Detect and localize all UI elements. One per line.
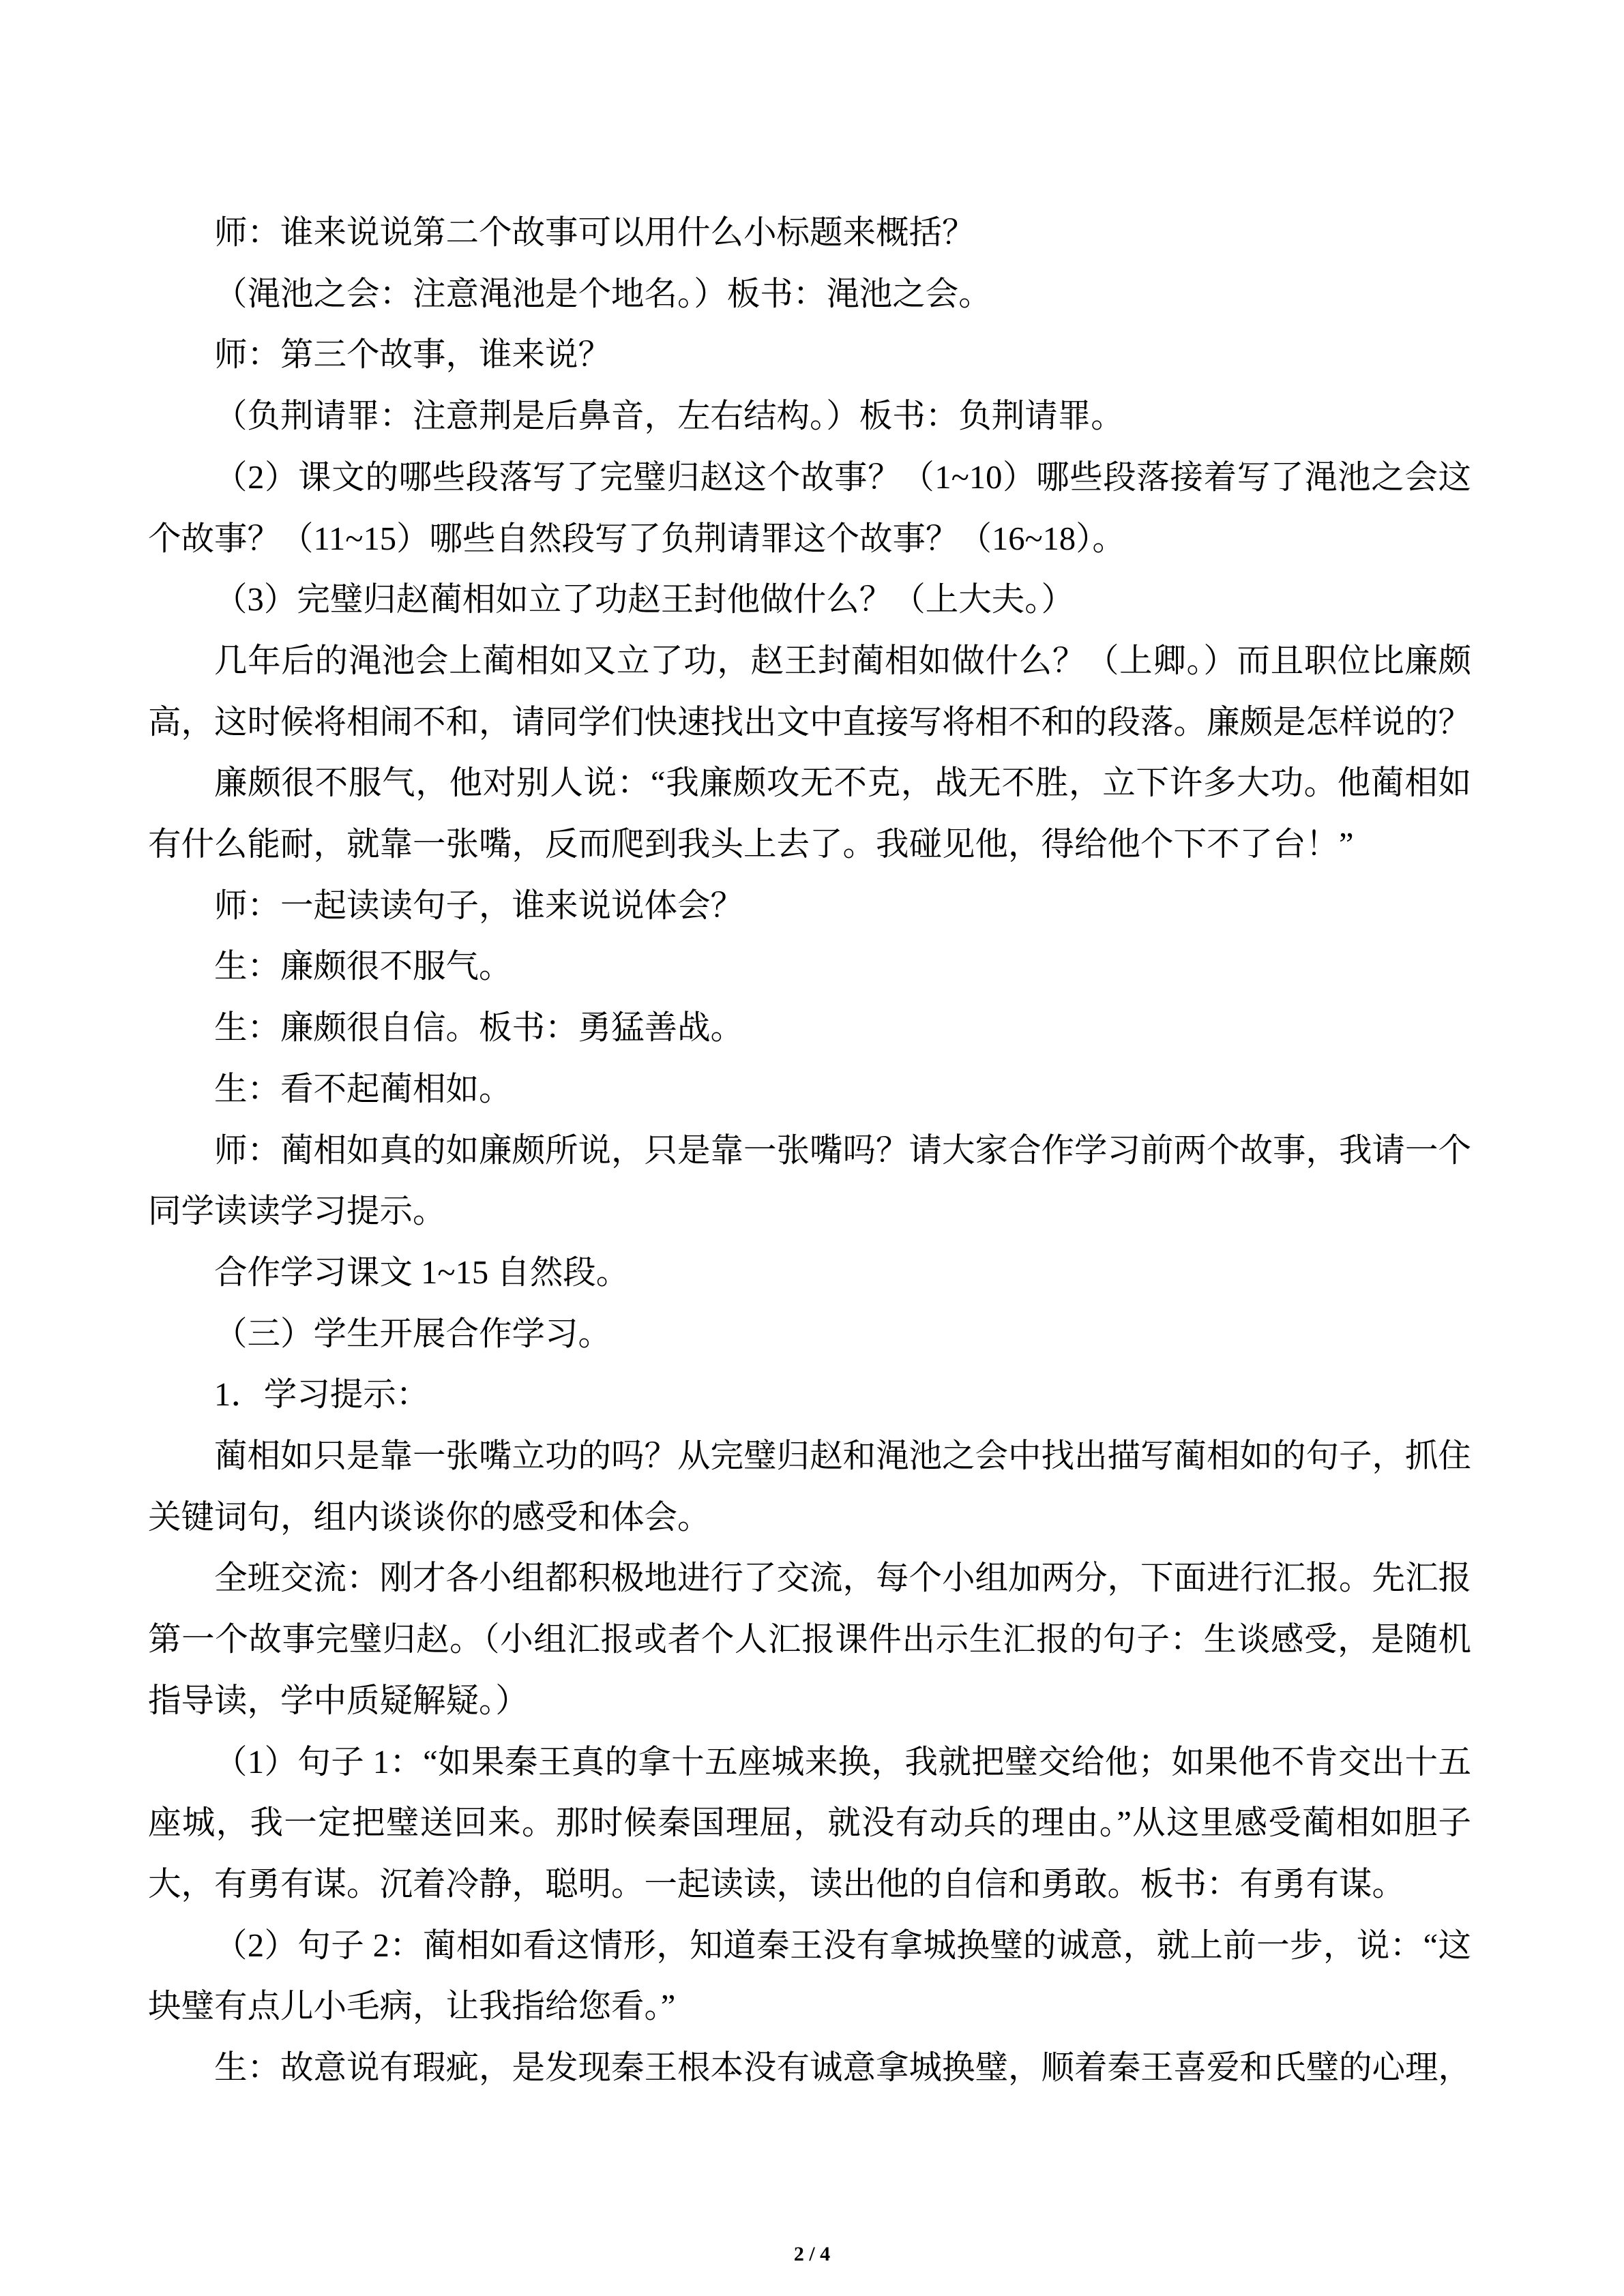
paragraph: （3）完璧归赵蔺相如立了功赵王封他做什么？（上大夫。） xyxy=(214,582,1075,618)
paragraph: 1．学习提示： xyxy=(214,1377,430,1414)
paragraph: （1）句子 1：“如果秦王真的拿十五座城来换，我就把璧交给他；如果他不肯交出十五座城，我一定把璧送回来。那时候秦国理屈，就没有动兵的理由。”从这里感受蔺相如胆子大，有勇有谋。沉着冷静，聪明。一起读读，读出他的自信和勇敢。板书：有勇有谋。 xyxy=(148,1744,1471,1903)
paragraph: 廉颇很不服气，他对别人说：“我廉颇攻无不克，战无不胜，立下许多大功。他蔺相如有什么能耐，就靠一张嘴，反而爬到我头上去了。我碰见他，得给他个下不了台！” xyxy=(148,765,1471,863)
document-body xyxy=(148,203,1471,2099)
paragraph-continued: 生：故意说有瑕疵，是发现秦王根本没有诚意拿城换璧，顺着秦王喜爱和氏璧的心理， xyxy=(214,2050,1472,2087)
paragraph: 蔺相如只是靠一张嘴立功的吗？从完璧归赵和渑池之会中找出描写蔺相如的句子，抓住关键词句，组内谈谈你的感受和体会。 xyxy=(148,1438,1472,1536)
paragraph: 几年后的渑池会上蔺相如又立了功，赵王封蔺相如做什么？（上卿。）而且职位比廉颇高，这时候将相闹不和，请同学们快速找出文中直接写将相不和的段落。廉颇是怎样说的？ xyxy=(148,642,1472,741)
paragraph: 师：一起读读句子，谁来说说体会？ xyxy=(214,887,744,924)
paragraph: （2）课文的哪些段落写了完璧归赵这个故事？（1~10）哪些段落接着写了渑池之会这个故事？（11~15）哪些自然段写了负荆请罪这个故事？（16~18）。 xyxy=(148,459,1471,557)
paragraph: 师：第三个故事，谁来说？ xyxy=(214,337,612,374)
paragraph: 生：廉颇很不服气。 xyxy=(214,949,512,985)
paragraph: 生：看不起蔺相如。 xyxy=(214,1071,512,1107)
paragraph: 生：廉颇很自信。板书：勇猛善战。 xyxy=(214,1010,744,1047)
paragraph: 全班交流：刚才各小组都积极地进行了交流，每个小组加两分，下面进行汇报。先汇报第一个故事完璧归赵。（小组汇报或者个人汇报课件出示生汇报的句子：生谈感受，是随机指导读，学中质疑解疑。） xyxy=(148,1560,1472,1719)
paragraph: （渑池之会：注意渑池是个地名。）板书：渑池之会。 xyxy=(214,275,992,312)
paragraph: 师：谁来说说第二个故事可以用什么小标题来概括？ xyxy=(214,215,975,251)
paragraph: 合作学习课文 1~15 自然段。 xyxy=(214,1254,630,1291)
paragraph: （三）学生开展合作学习。 xyxy=(214,1315,612,1352)
paragraph: （负荆请罪：注意荆是后鼻音，左右结构。）板书：负荆请罪。 xyxy=(214,398,1124,435)
page-number: 2 / 4 xyxy=(793,2243,831,2265)
paragraph: （2）句子 2：蔺相如看这情形，知道秦王没有拿城换璧的诚意，就上前一步，说：“这块璧有点儿小毛病，让我指给您看。” xyxy=(148,1927,1471,2025)
paragraph: 师：蔺相如真的如廉颇所说，只是靠一张嘴吗？请大家合作学习前两个故事，我请一个同学读读学习提示。 xyxy=(148,1132,1472,1230)
